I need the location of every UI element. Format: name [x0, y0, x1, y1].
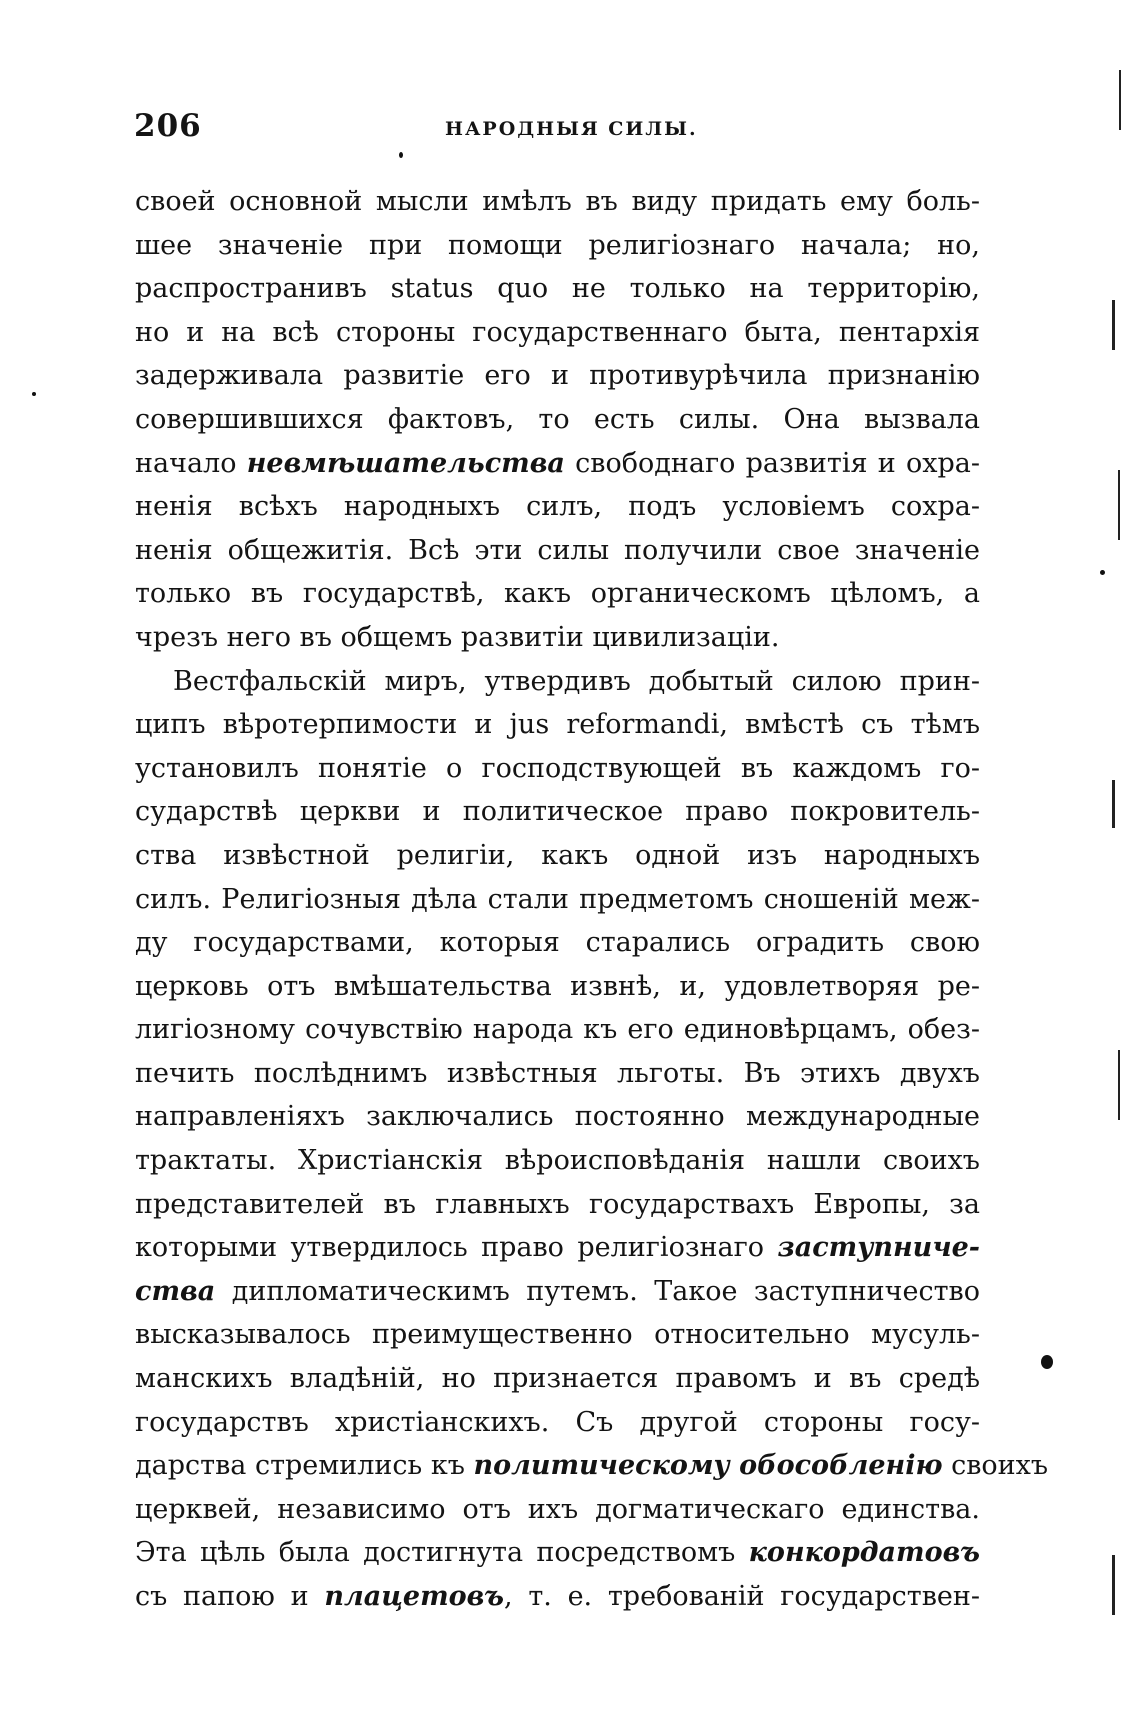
running-title: НАРОДНЫЯ СИЛЫ. [445, 118, 698, 140]
text-line: чрезъ него въ общемъ развитiи цивилизацiи. [135, 621, 780, 653]
text-line: только въ государствѣ, какъ органическомъ цѣломъ, а [135, 578, 980, 610]
emphasis-text: политическому обособленiю [473, 1450, 943, 1482]
emphasis-text: плацетовъ [324, 1581, 505, 1612]
text-line: манскихъ владѣнiй, но признается правомъ и въ средѣ [135, 1363, 980, 1395]
text-line: силъ. Религiозныя дѣла стали предметомъ сношенiй меж- [135, 883, 980, 915]
text-line: ципъ вѣротерпимости и jus reformandi, вмѣстѣ съ тѣмъ [135, 709, 980, 741]
scan-margin-mark [1112, 780, 1115, 828]
text-line: шее значенiе при помощи религiознаго начала; но, [135, 229, 980, 261]
scan-spot [399, 152, 403, 158]
text-line: которыми утвердилось право религiознаго заступниче- [135, 1232, 980, 1264]
text-line: печить послѣднимъ извѣстныя льготы. Въ этихъ двухъ [135, 1057, 980, 1089]
scan-spot [32, 392, 36, 396]
text-line: своей основной мысли имѣлъ въ виду придать ему боль- [135, 186, 980, 217]
text-line: сударствѣ церкви и политическое право покровитель- [135, 796, 980, 828]
text-line: совершившихся фактовъ, то есть силы. Она вызвала [135, 403, 980, 435]
page-number: 206 [134, 108, 202, 144]
scan-margin-mark [1112, 1555, 1115, 1615]
text-line: ненiя всѣхъ народныхъ силъ, подъ условiемъ сохра- [135, 491, 980, 523]
text-line: начало невмѣшательства свободнаго развитiя и охра- [135, 447, 981, 479]
text-line: ду государствами, которыя старались оградить свою [135, 927, 980, 959]
text-line: ненiя общежитiя. Всѣ эти силы получили свое значенiе [135, 534, 980, 566]
scan-spot [1041, 1355, 1053, 1369]
emphasis-text: невмѣшательства [246, 447, 565, 479]
text-line: ства дипломатическимъ путемъ. Такое заступничество [135, 1275, 980, 1307]
text-line: представителей въ главныхъ государствахъ Европы, за [135, 1188, 980, 1220]
text-line: ства извѣстной религiи, какъ одной изъ народныхъ [135, 839, 980, 871]
text-line: трактаты. Христiанскiя вѣроисповѣданiя нашли своихъ [135, 1145, 980, 1177]
emphasis-text: заступниче- [777, 1232, 980, 1264]
text-line: распространивъ status quo не только на территорiю, [135, 273, 980, 305]
text-line: дарства стремились къ политическому обособленiю своихъ [135, 1450, 1049, 1482]
text-line: церковь отъ вмѣшательства извнѣ, и, удовлетворяя ре- [135, 970, 980, 1002]
text-line: Вестфальскiй миръ, утвердивъ добытый силою прин- [173, 665, 980, 697]
text-line: высказывалось преимущественно относительно мусуль- [135, 1319, 980, 1351]
text-line: установилъ понятiе о господствующей въ каждомъ го- [135, 752, 980, 784]
scan-margin-mark [1119, 70, 1121, 130]
text-line: лигiозному сочувствiю народа къ его единовѣрцамъ, обез- [135, 1014, 980, 1046]
text-line: Эта цѣль была достигнута посредствомъ конкордатовъ [135, 1537, 980, 1569]
scan-spot [1100, 570, 1105, 575]
text-line: государствъ христiанскихъ. Съ другой стороны госу- [135, 1406, 980, 1438]
scan-margin-mark [1118, 1050, 1120, 1120]
text-line: задерживала развитiе его и противурѣчила признанiю [135, 360, 980, 392]
emphasis-text: конкордатовъ [748, 1537, 980, 1569]
text-line: но и на всѣ стороны государственнаго быта, пентархiя [135, 316, 980, 348]
scan-margin-mark [1112, 300, 1115, 350]
text-line: церквей, независимо отъ ихъ догматическаго единства. [135, 1493, 980, 1525]
text-line: направленiяхъ заключались постоянно международные [135, 1101, 980, 1133]
scan-margin-mark [1118, 470, 1120, 540]
text-line: съ папою и плацетовъ, т. е. требованiй государствен- [135, 1581, 980, 1612]
emphasis-text: ства [135, 1275, 216, 1307]
body-text [135, 180, 1049, 1619]
